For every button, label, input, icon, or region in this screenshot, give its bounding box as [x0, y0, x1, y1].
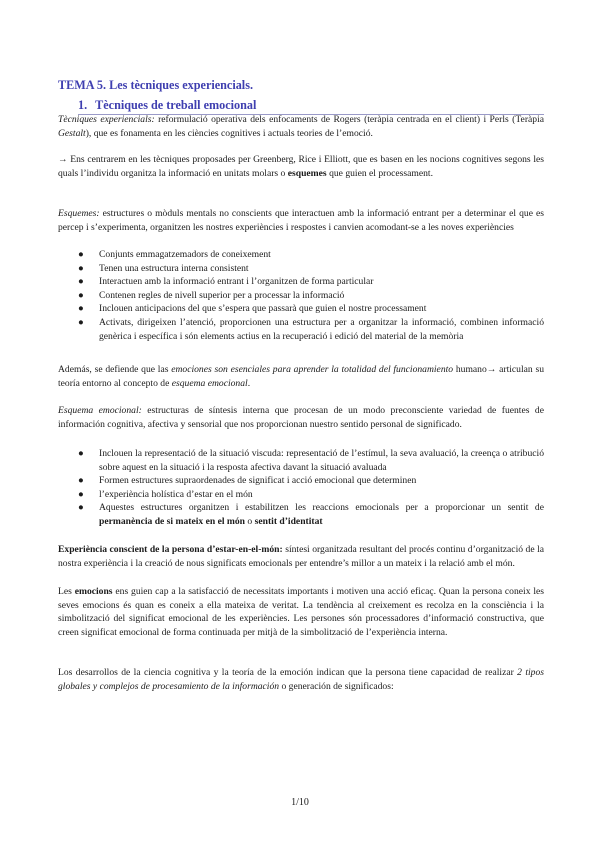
paragraph-esquema-emocional: Esquema emocional: estructuras de síntesis interna que procesan de un modo preconsciente variedad de fuentes de información cognitiva, afectiva y sensorial que nos proporcionan nuestro sentido personal de significado. — [58, 405, 544, 430]
page-number: 1/10 — [291, 797, 309, 808]
list-item: ● l’experiència holística d’estar en el món — [78, 488, 253, 500]
paragraph-emocions: Les emocions ens guien cap a la satisfacció de necessitats importants i motiven una acció eficaç. Quan la persona coneix les seves emocions és quan es coneix a ella mateixa de veritat. La tendència al creixement es recolza en la consciència i la simbolització del significat emocional de les experiències. Les persones són processadores d’informació constructiva, que creen significat emocional de forma continuada per mitjà de la simbolització de l’experiència interna. — [58, 586, 544, 638]
paragraph-emociones: Además, se defiende que las emociones son esenciales para aprender la totalidad del funcionamiento humano→ articulan su teoría entorno al concepto de esquema emocional. — [58, 364, 544, 389]
section-number: 1. — [78, 98, 88, 112]
bullet-icon: ● — [78, 303, 84, 315]
bullet-icon: ● — [78, 488, 84, 500]
page-title: TEMA 5. Les tècniques experiencials. — [58, 78, 253, 92]
paragraph-experiencia: Experiència conscient de la persona d’estar-en-el-món: síntesi organitzada resultant del procés continu d’organització de la nostra experiència i la creació de nous significats emocionals per entendre’s millor a un mateix i la relació amb el món. — [58, 544, 544, 569]
list-item: ● Contenen regles de nivell superior per a processar la informació — [78, 289, 345, 301]
bullet-icon: ● — [78, 262, 84, 274]
bullet-icon: ● — [78, 276, 84, 288]
list-item: ● Formen estructures supraordenades de significat i acció emocional que determinen — [78, 475, 417, 487]
bullet-icon: ● — [78, 289, 84, 301]
list-item: ● Conjunts emmagatzemadors de coneixement — [78, 249, 271, 260]
bullet-icon: ● — [78, 448, 84, 459]
list-item: ● Activats, dirigeixen l’atenció, proporcionen una estructura per a organitzar la informació, combinen informació genèrica i específica i són elements actius en la recuperació i edició del material de la memòria — [78, 316, 544, 342]
list-item: ● Inclouen anticipacions del que s’espera que passarà que guien el nostre processament — [78, 303, 427, 315]
bullet-icon: ● — [78, 316, 84, 328]
list-item: ● Interactuen amb la informació entrant i l’organitzen de forma particular — [78, 276, 374, 288]
section-label: Tècniques de treball emocional — [95, 98, 257, 112]
term-label: Tècniques experiencials: — [58, 114, 155, 125]
term-label: Esquema emocional: — [58, 405, 142, 416]
paragraph-esquemes: Esquemes: estructures o mòduls mentals no conscients que interactuen amb la informació entrant per a determinar el que es percep i s’experimenta, organitzen les nostres experiències i respostes i canvien acomodant-se a les noves experiències — [58, 208, 544, 233]
paragraph-techniques: Tècniques experiencials: reformulació operativa dels enfocaments de Rogers (teràpia centrada en el client) i Perls (Teràpia Gestalt), que es fonamenta en les ciències cognitives i actuals teories de l’emoció. — [58, 114, 544, 139]
esquemes-list — [78, 248, 544, 343]
list-item: ● Tenen una estructura interna consistent — [78, 262, 249, 274]
list-item: ● Inclouen la representació de la situació viscuda: representació de l’estímul, la seva avaluació, la creença o atribució sobre aquest en la situació i la resposta afectiva davant la situació avaluada — [78, 448, 544, 473]
term-label: Esquemes: — [58, 208, 100, 219]
bullet-icon: ● — [78, 249, 84, 260]
list-item: ● Aquestes estructures organitzen i estabilitzen les reaccions emocionals per a proporcionar un sentit de permanència de si mateix en el món o sentit d’identitat — [78, 502, 544, 527]
bullet-icon: ● — [78, 475, 84, 487]
esquema-emocional-list — [78, 447, 544, 529]
bullet-icon: ● — [78, 502, 84, 514]
paragraph-greenberg: → Ens centrarem en les tècniques proposades per Greenberg, Rice i Elliott, que es basen en les nocions cognitives segons les quals l’individu organitza la informació en unitats molars o esquemes que guien el processament. — [58, 154, 544, 179]
paragraph-desarrollos: Los desarrollos de la ciencia cognitiva y la teoría de la emoción indican que la persona tiene capacidad de realizar 2 tipos globales y complejos de procesamiento de la información o generación de significados: — [58, 667, 545, 692]
